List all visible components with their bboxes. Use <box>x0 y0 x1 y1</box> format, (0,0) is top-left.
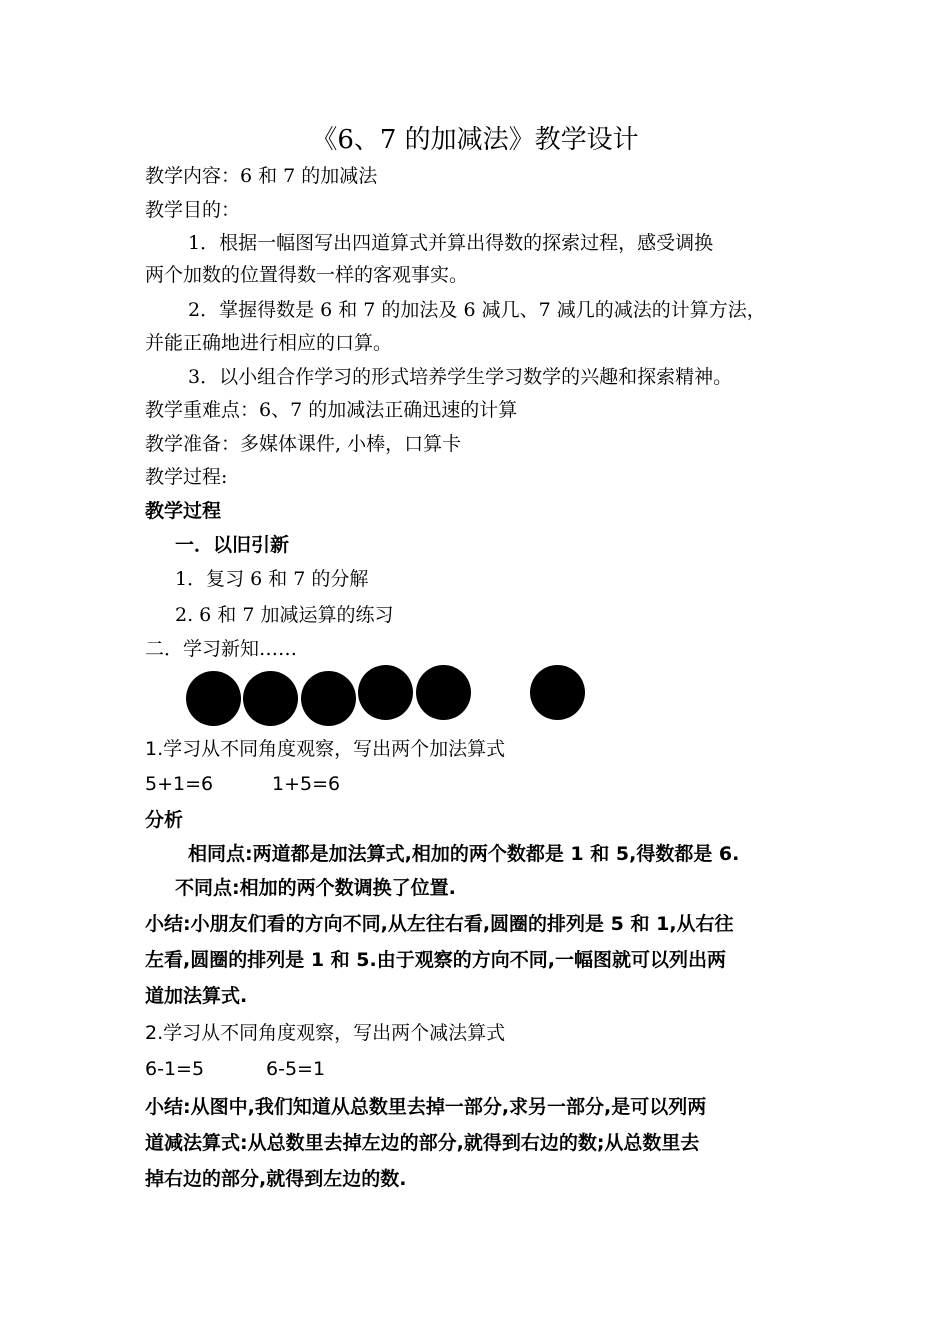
circle <box>530 665 585 720</box>
process-heading: 教学过程 <box>145 500 222 522</box>
part-2-heading: 2.学习从不同角度观察，写出两个减法算式 <box>145 1022 506 1044</box>
goal-3: 3．以小组合作学习的形式培养学生学习数学的兴趣和探索精神。 <box>188 366 733 388</box>
goal-2-line-1: 2．掌握得数是 6 和 7 的加法及 6 减几、7 减几的减法的计算方法， <box>188 299 766 321</box>
page-title: 《6、7 的加减法》教学设计 <box>311 125 639 155</box>
circle <box>301 671 356 726</box>
goal-2-line-2: 并能正确地进行相应的口算。 <box>145 332 393 354</box>
summary-2-line-1: 小结:从图中,我们知道从总数里去掉一部分,求另一部分,是可以列两 <box>145 1096 707 1118</box>
summary-2-line-2: 道减法算式:从总数里去掉左边的部分,就得到右边的数;从总数里去 <box>145 1132 700 1154</box>
circle <box>243 671 298 726</box>
circle <box>416 665 471 720</box>
circle <box>186 671 241 726</box>
goal-1-line-2: 两个加数的位置得数一样的客观事实。 <box>145 264 469 286</box>
process-label: 教学过程: <box>145 466 228 488</box>
teaching-purpose-label: 教学目的： <box>145 199 241 221</box>
summary-2-line-3: 掉右边的部分,就得到左边的数. <box>145 1168 407 1190</box>
similarity-text: 相同点:两道都是加法算式,相加的两个数都是 1 和 5,得数都是 6. <box>188 843 740 865</box>
summary-1-line-1: 小结:小朋友们看的方向不同,从左往右看,圆圈的排列是 5 和 1,从右往 <box>145 913 734 935</box>
preparation: 教学准备：多媒体课件, 小棒，口算卡 <box>145 433 462 455</box>
section-1-heading: 一．以旧引新 <box>175 534 290 556</box>
addition-equation-2: 1+5=6 <box>272 773 341 795</box>
section-2-heading: 二．学习新知…… <box>145 638 298 660</box>
review-item-1: 1．复习 6 和 7 的分解 <box>175 568 369 590</box>
goal-1-line-1: 1．根据一幅图写出四道算式并算出得数的探索过程，感受调换 <box>188 232 714 254</box>
key-points: 教学重难点：6、7 的加减法正确迅速的计算 <box>145 399 518 421</box>
part-1-heading: 1.学习从不同角度观察，写出两个加法算式 <box>145 738 506 760</box>
summary-1-line-2: 左看,圆圈的排列是 1 和 5.由于观察的方向不同,一幅图就可以列出两 <box>145 949 726 971</box>
difference-text: 不同点:相加的两个数调换了位置. <box>175 877 456 899</box>
teaching-content: 教学内容：6 和 7 的加减法 <box>145 165 378 187</box>
summary-1-line-3: 道加法算式. <box>145 985 248 1007</box>
analysis-label: 分析 <box>145 809 184 831</box>
review-item-2: 2. 6 和 7 加减运算的练习 <box>175 604 394 626</box>
subtraction-equation-2: 6-5=1 <box>266 1058 326 1080</box>
circle <box>358 665 413 720</box>
addition-equation-1: 5+1=6 <box>145 773 214 795</box>
subtraction-equation-1: 6-1=5 <box>145 1058 205 1080</box>
